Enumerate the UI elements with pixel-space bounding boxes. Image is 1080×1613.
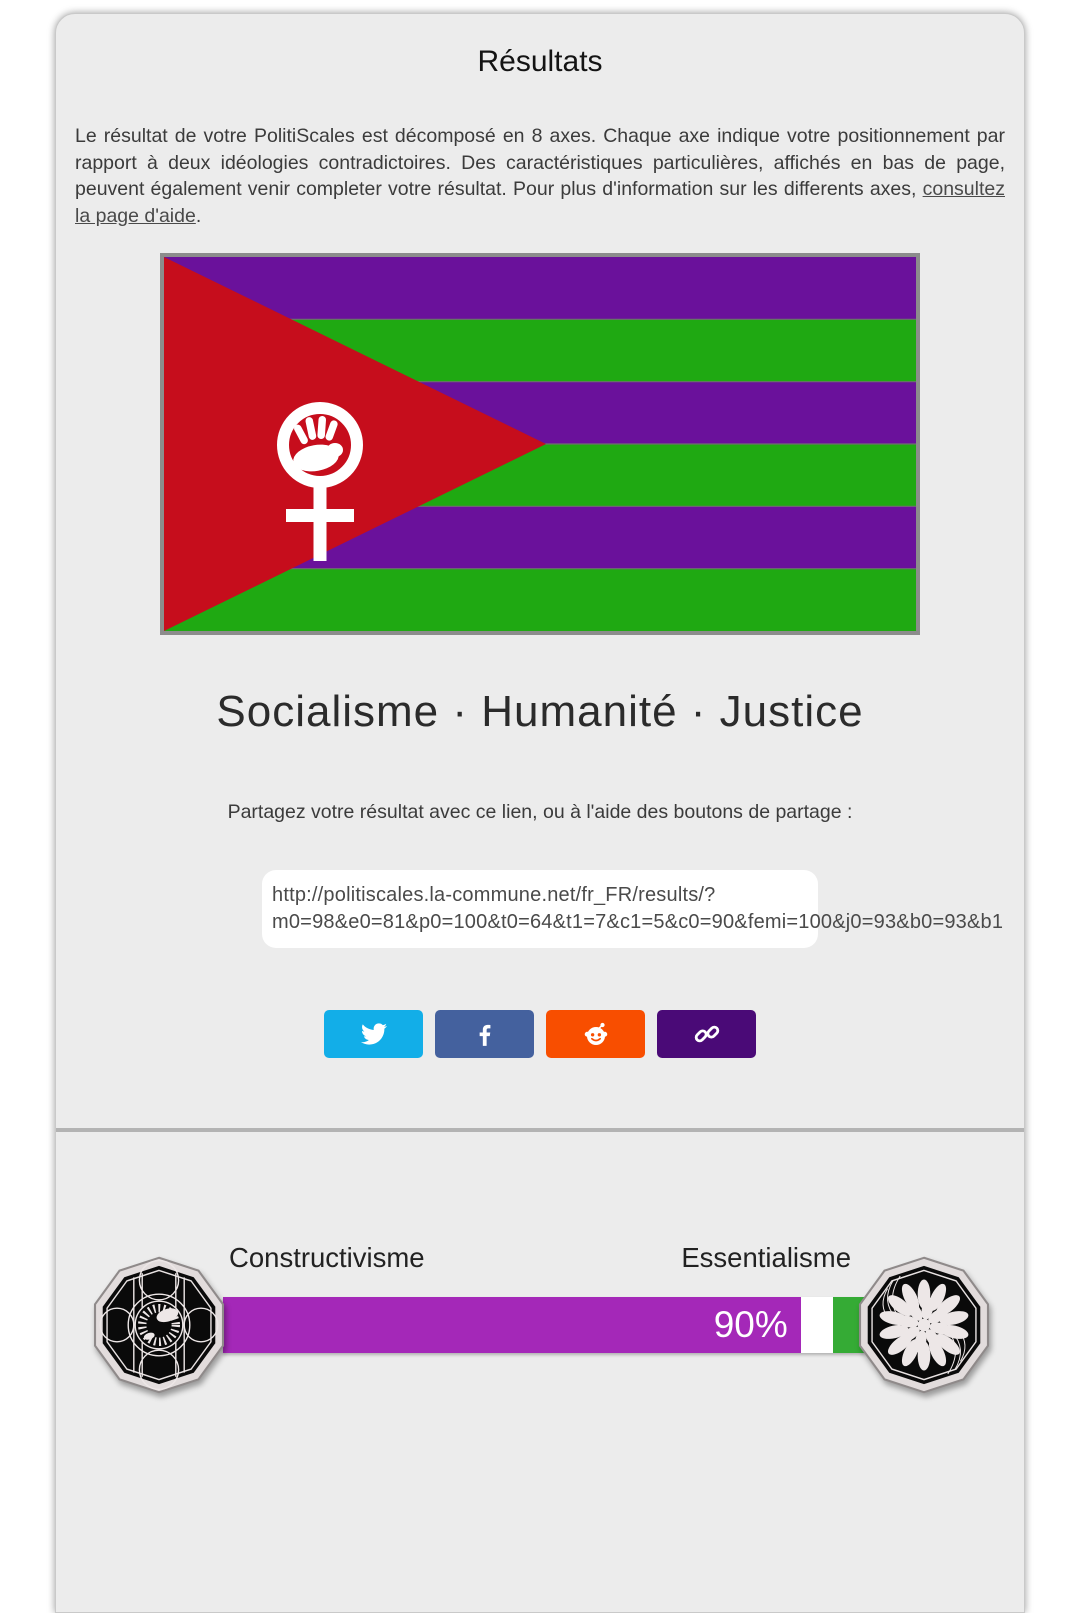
flag-stripe bbox=[164, 569, 916, 631]
facebook-icon bbox=[472, 1021, 498, 1047]
flag-stripe bbox=[164, 257, 916, 319]
intro-text-end: . bbox=[195, 204, 202, 227]
result-flag-image bbox=[164, 257, 916, 631]
share-buttons bbox=[56, 1010, 1024, 1058]
help-link[interactable]: consultez la page d'aide bbox=[75, 178, 1005, 227]
axis-bar bbox=[223, 1297, 865, 1353]
page-title: Résultats bbox=[477, 45, 603, 78]
axis-bar-neutral-segment bbox=[801, 1297, 833, 1353]
constructivisme-badge-icon bbox=[89, 1255, 229, 1395]
results-card bbox=[55, 13, 1025, 1613]
link-icon bbox=[693, 1020, 721, 1048]
share-instruction: Partagez votre résultat avec ce lien, ou à l'aide des boutons de partage : bbox=[227, 801, 853, 823]
share-url-line2: m0=98&e0=81&p0=100&t0=64&t1=7&c1=5&c0=90&femi=100&j0=93&b0=93&b1 bbox=[272, 911, 1004, 933]
axis-value-label: 90% bbox=[713, 1304, 788, 1345]
axis-bar-left-segment bbox=[223, 1297, 801, 1353]
axis-right-label: Essentialisme bbox=[681, 1242, 851, 1273]
twitter-icon bbox=[361, 1021, 387, 1047]
share-link-button[interactable] bbox=[657, 1010, 756, 1058]
share-url-box[interactable] bbox=[262, 870, 1004, 948]
essentialisme-badge-icon bbox=[854, 1255, 994, 1395]
share-facebook-button[interactable] bbox=[435, 1010, 534, 1058]
share-url-line1: http://politiscales.la-commune.net/fr_FR/results/? bbox=[272, 884, 716, 906]
axis-constructivisme-essentialisme bbox=[56, 1132, 1024, 1432]
intro-text: Le résultat de votre PolitiScales est décomposé en 8 axes. Chaque axe indique votre positionnement par rapport à deux idéologies contradictoires. Des caractéristiques particulières, affichés en bas de page, peuvent également venir completer votre résultat. Pour plus d'information sur les differents axes, bbox=[75, 125, 1005, 200]
share-reddit-button[interactable] bbox=[546, 1010, 645, 1058]
axis-left-label: Constructivisme bbox=[229, 1242, 425, 1273]
result-flag bbox=[160, 253, 920, 635]
share-twitter-button[interactable] bbox=[324, 1010, 423, 1058]
result-title: Socialisme · Humanité · Justice bbox=[216, 687, 864, 736]
reddit-icon bbox=[581, 1019, 611, 1049]
intro-paragraph bbox=[75, 123, 1005, 229]
